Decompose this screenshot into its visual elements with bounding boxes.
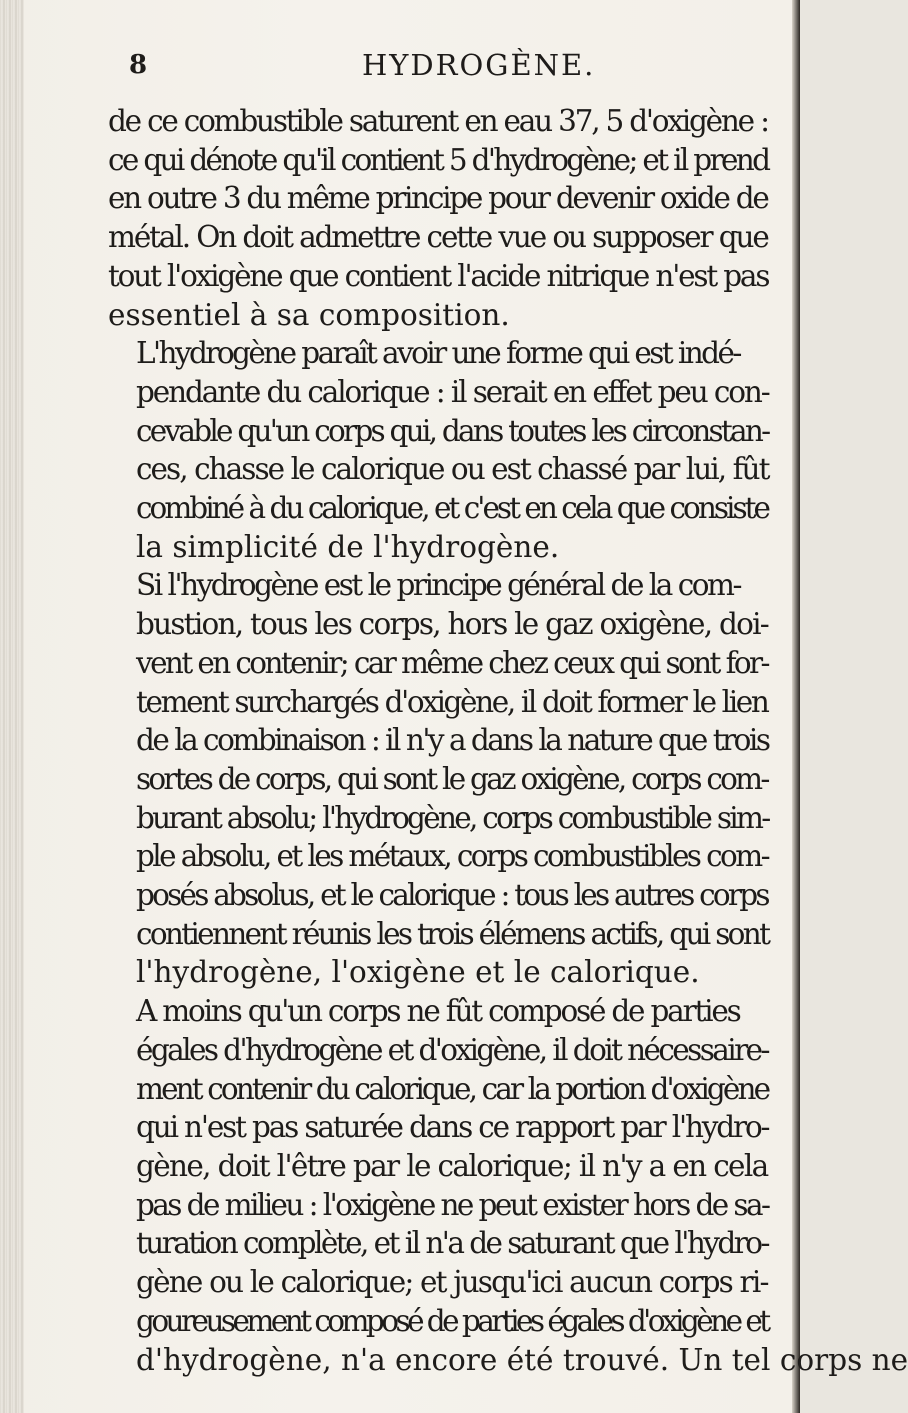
- text-line: sortes de corps, qui sont le gaz oxigène, corps com-: [136, 761, 768, 796]
- text-line: gène, doit l'être par le calorique; il n'y a en cela: [136, 1148, 768, 1183]
- paragraph: [108, 992, 908, 1379]
- text-line: combiné à du calorique, et c'est en cela que consiste: [136, 491, 768, 526]
- text-line: turation complète, et il n'a de saturant que l'hydro-: [136, 1226, 768, 1261]
- text-line: posés absolus, et le calorique : tous les autres corps: [136, 878, 768, 913]
- text-line: d'hydrogène, n'a encore été trouvé. Un tel corps ne: [136, 1342, 908, 1377]
- text-line: égales d'hydrogène et d'oxigène, il doit nécessaire-: [136, 1032, 768, 1067]
- paragraph: [108, 566, 768, 992]
- text-line: de la combinaison : il n'y a dans la nature que trois: [136, 723, 769, 758]
- text-line: L'hydrogène paraît avoir une forme qui est indé-: [136, 336, 740, 371]
- text-line: A moins qu'un corps ne fût composé de parties: [136, 994, 740, 1029]
- text-line: cevable qu'un corps qui, dans toutes les circonstan-: [136, 413, 769, 448]
- text-line: ces, chasse le calorique ou est chassé par lui, fût: [136, 452, 769, 487]
- text-line: l'hydrogène, l'oxigène et le calorique.: [136, 955, 700, 990]
- text-line: la simplicité de l'hydrogène.: [136, 529, 560, 564]
- text-line: bustion, tous les corps, hors le gaz oxigène, doi-: [136, 607, 768, 642]
- text-line: vent en contenir; car même chez ceux qui sont for-: [136, 645, 768, 680]
- running-head: HYDROGÈNE.: [362, 48, 596, 82]
- text-line: ple absolu, et les métaux, corps combustibles com-: [136, 839, 768, 874]
- text-line: essentiel à sa composition.: [108, 297, 510, 332]
- text-line: tout l'oxigène que contient l'acide nitrique n'est pas: [108, 258, 769, 293]
- text-line: gène ou le calorique; et jusqu'ici aucun corps ri-: [136, 1265, 768, 1300]
- text-line: qui n'est pas saturée dans ce rapport par l'hydro-: [136, 1110, 769, 1145]
- page-right-edge: [792, 0, 800, 1413]
- paragraph: [108, 102, 768, 334]
- text-line: goureusement composé de parties égales d'oxigène et: [136, 1303, 768, 1338]
- body-text: [108, 102, 908, 1379]
- paragraph: [108, 334, 768, 566]
- page-number: 8: [129, 50, 148, 80]
- text-line: ment contenir du calorique, car la portion d'oxigène: [136, 1071, 769, 1106]
- text-line: métal. On doit admettre cette vue ou supposer que: [108, 220, 768, 255]
- page-header: [0, 28, 800, 88]
- page-binding-edge: [0, 0, 24, 1413]
- text-line: ce qui dénote qu'il contient 5 d'hydrogène; et il prend: [108, 142, 769, 177]
- text-line: de ce combustible saturent en eau 37, 5 d'oxigène :: [108, 104, 768, 138]
- text-line: burant absolu; l'hydrogène, corps combustible sim-: [136, 800, 769, 835]
- text-line: contiennent réunis les trois élémens actifs, qui sont: [136, 916, 769, 951]
- text-line: Si l'hydrogène est le principe général de la com-: [136, 568, 740, 603]
- text-line: pendante du calorique : il serait en effet peu con-: [136, 374, 769, 409]
- text-line: pas de milieu : l'oxigène ne peut exister hors de sa-: [136, 1187, 769, 1222]
- text-line: en outre 3 du même principe pour devenir oxide de: [108, 181, 768, 216]
- text-line: tement surchargés d'oxigène, il doit former le lien: [136, 684, 768, 719]
